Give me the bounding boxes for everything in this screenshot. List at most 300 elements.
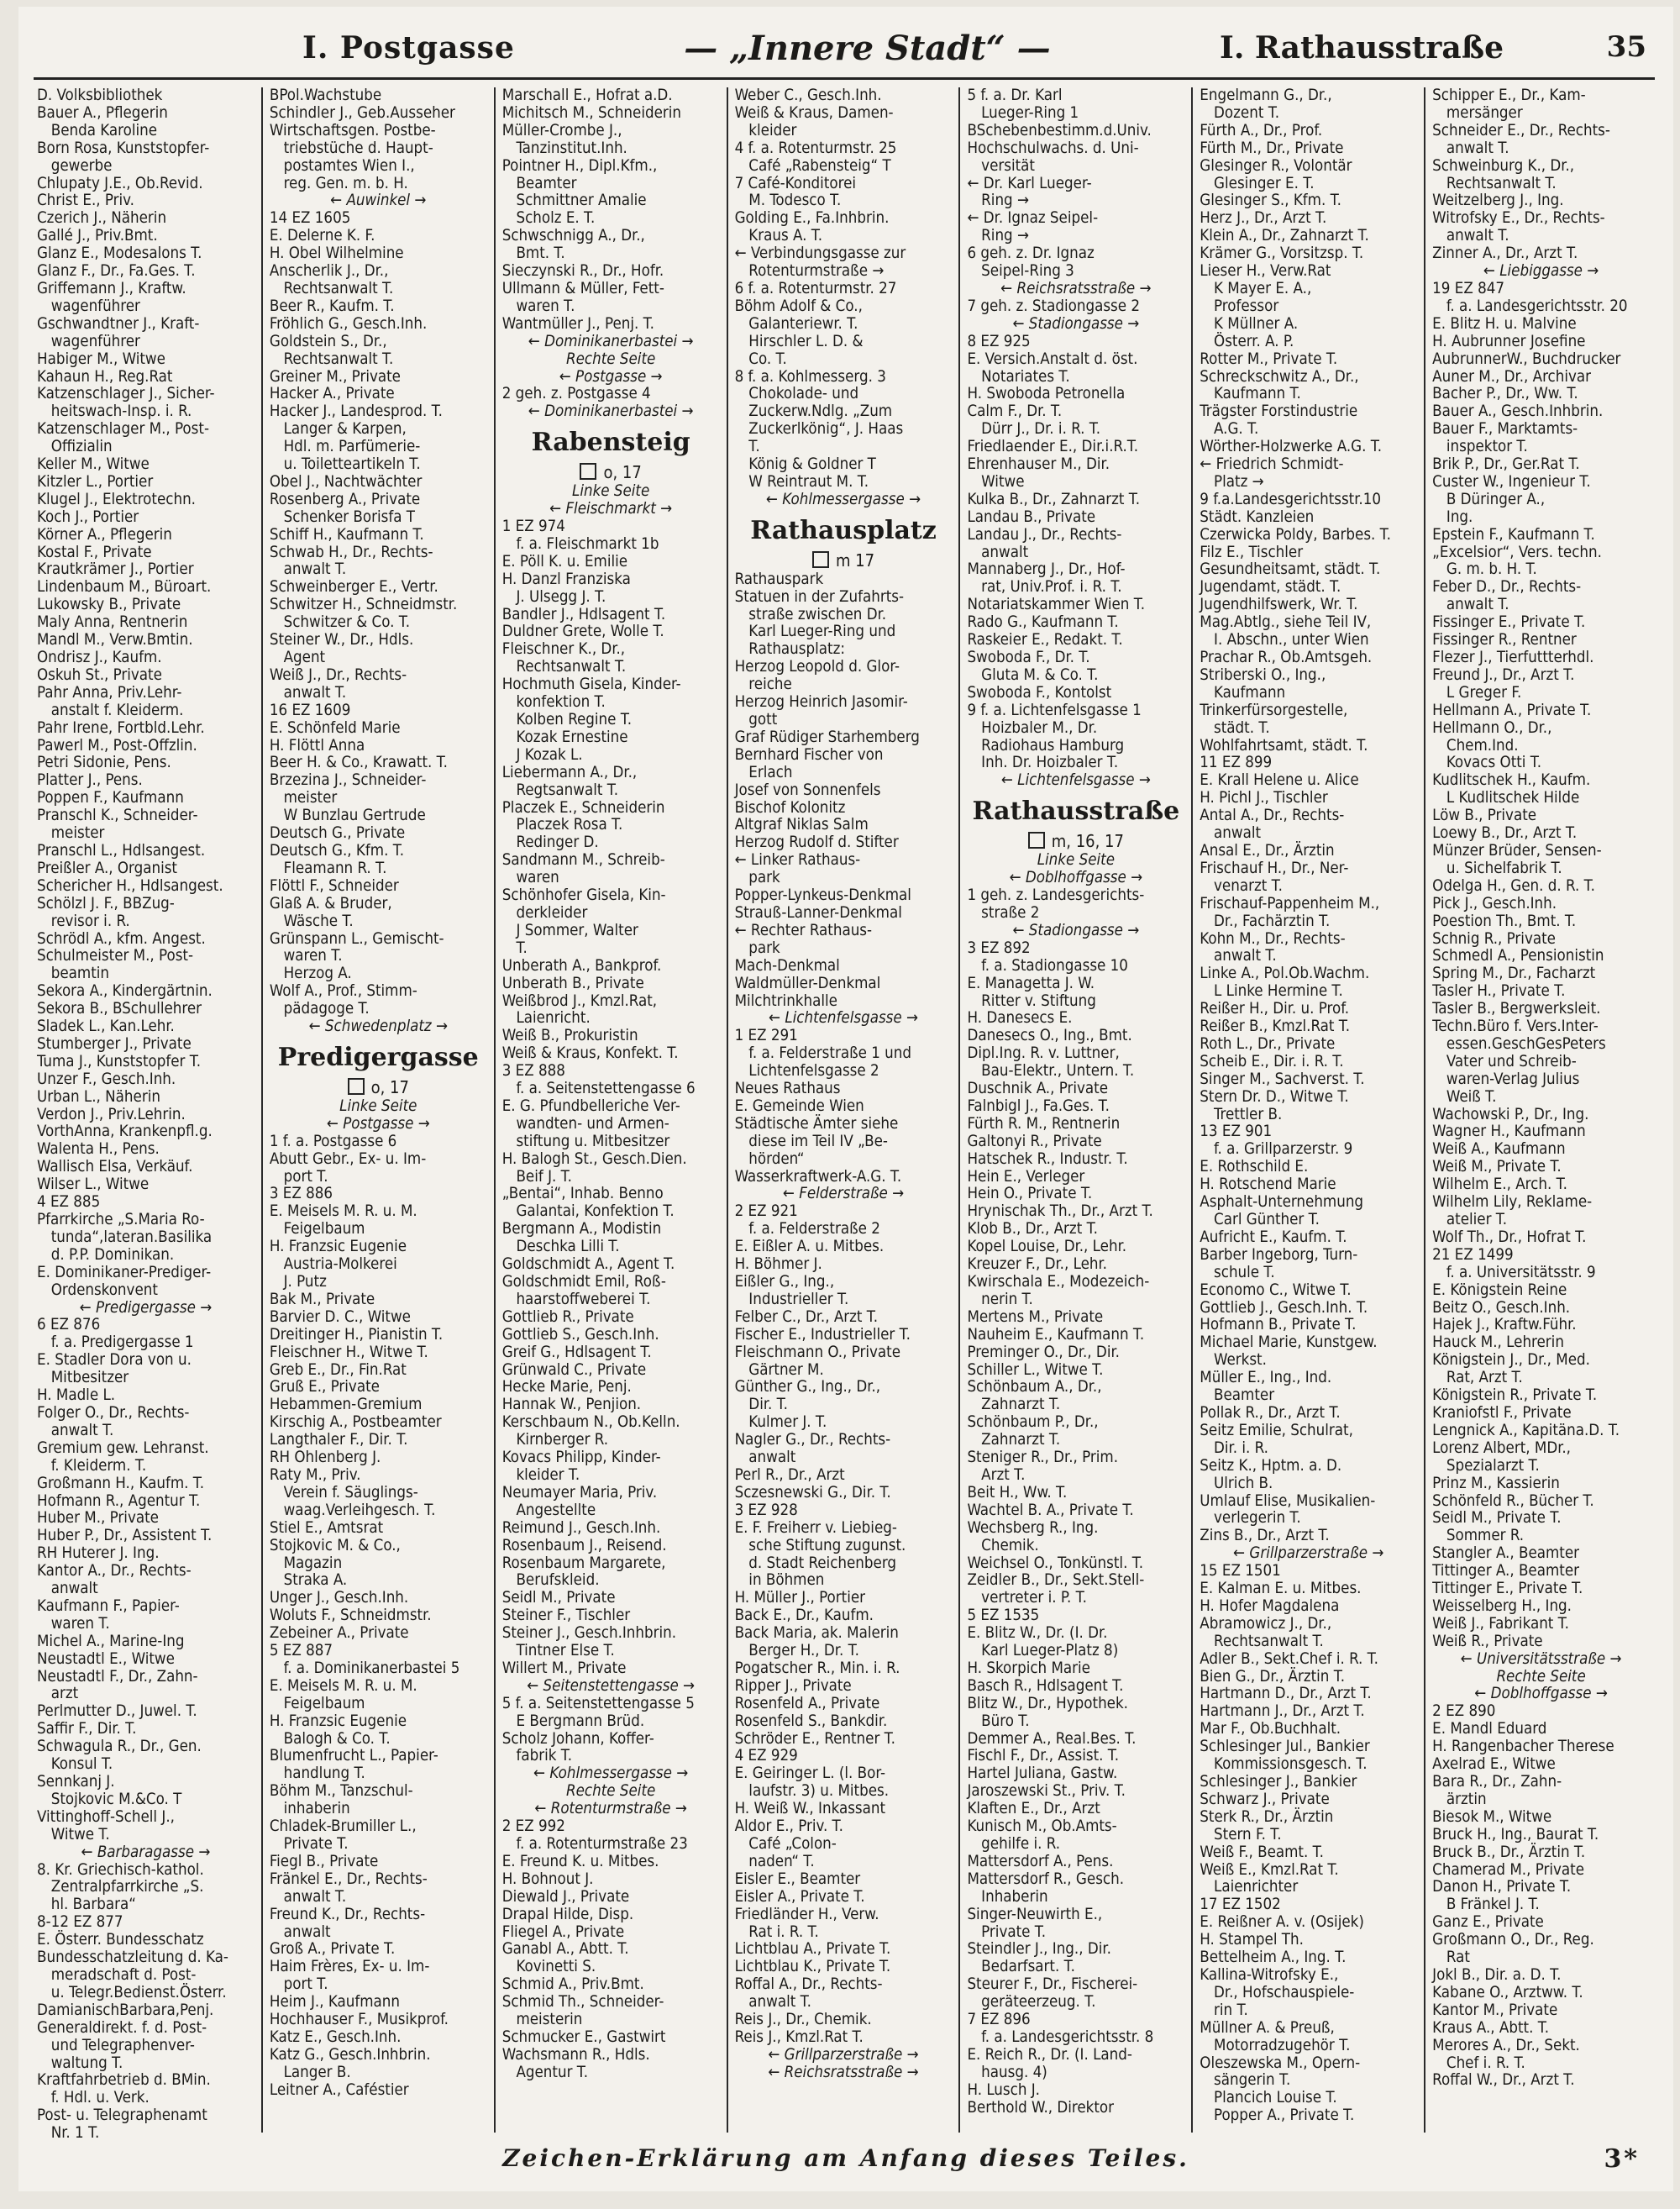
directory-entry: Trettler B. — [1200, 1105, 1283, 1123]
directory-entry: Deutsch G., Kfm. T. — [269, 841, 405, 860]
directory-entry: Linke A., Pol.Ob.Wachm. — [1200, 965, 1370, 983]
directory-entry: 19 EZ 847 — [1432, 279, 1505, 297]
directory-entry: waltung T. — [37, 2054, 123, 2072]
directory-entry: Schreckschwitz A., Dr., — [1200, 367, 1359, 386]
directory-entry: J. Putz — [269, 1273, 327, 1291]
directory-entry: Scheib E., Dir. i. R. T. — [1200, 1052, 1344, 1070]
directory-entry: Bergmann A., Modistin — [501, 1220, 662, 1239]
directory-entry: Nr. 1 T. — [37, 2124, 100, 2143]
directory-entry: Lukowsky B., Private — [37, 596, 181, 614]
directory-entry: Café „Colon- — [734, 1835, 837, 1853]
district-box-icon — [1028, 832, 1045, 849]
directory-entry: Fürth M., Dr., Private — [1200, 139, 1344, 157]
directory-entry: Reis J., Kmzl.Rat T. — [734, 2028, 864, 2046]
directory-entry: M. Todesco T. — [734, 192, 842, 210]
directory-entry: Kantor A., Dr., Rechts- — [37, 1562, 192, 1580]
directory-entry: „Excelsior“, Vers. techn. — [1432, 543, 1602, 561]
cross-street: ← Lichtenfelsgasse → — [1000, 771, 1151, 790]
directory-entry: f. a. Rotenturmstraße 23 — [501, 1835, 688, 1853]
directory-entry: Fischer E., Industrieller T. — [734, 1325, 911, 1344]
directory-entry: verlegerin T. — [1200, 1509, 1301, 1528]
directory-entry: Mattersdorf A., Pens. — [967, 1852, 1114, 1870]
directory-entry: f. Hdl. u. Verk. — [37, 2089, 150, 2107]
directory-entry: 15 EZ 1501 — [1200, 1562, 1281, 1580]
directory-entry: Schönfeld R., Bücher T. — [1432, 1491, 1594, 1510]
directory-entry: E. Delerne K. F. — [269, 227, 375, 245]
directory-entry: park — [734, 869, 780, 887]
directory-entry: wagenführer — [37, 297, 140, 315]
directory-entry: E. Mandl Eduard — [1432, 1720, 1547, 1738]
directory-entry: Aldor E., Priv. T. — [734, 1817, 843, 1836]
directory-entry: Dr., Fachärztin T. — [1200, 912, 1331, 930]
directory-entry: Brzezina J., Schneider- — [269, 771, 427, 790]
directory-entry: Großmann H., Kaufm. T. — [37, 1474, 205, 1492]
directory-entry: anstalt f. Kleiderm. — [37, 701, 184, 719]
directory-entry: Schiff H., Kaufmann T. — [269, 525, 424, 544]
directory-entry: Schenker Borisfa T — [269, 508, 416, 526]
directory-entry: Beamter — [1200, 1386, 1275, 1405]
district-code: o, 17 — [270, 1076, 487, 1098]
directory-entry: hörden“ — [734, 1149, 805, 1168]
district-box-icon — [812, 551, 829, 568]
directory-entry: Heim J., Kaufmann — [269, 1993, 400, 2012]
directory-entry: Weichsel O., Tonkünstl. T. — [967, 1554, 1144, 1572]
directory-entry: Adler B., Sekt.Chef i. R. T. — [1200, 1649, 1378, 1668]
directory-entry: Herzog Heinrich Jasomir- — [734, 693, 908, 712]
directory-entry: Beer H. & Co., Krawatt. T. — [269, 754, 448, 772]
directory-entry: Gottlieb R., Private — [501, 1307, 634, 1326]
directory-entry: 2 EZ 921 — [734, 1202, 798, 1221]
directory-entry: Huber M., Private — [37, 1509, 159, 1528]
directory-entry: Milchtrinkhalle — [734, 991, 837, 1010]
directory-entry: f. a. Stadiongasse 10 — [967, 956, 1128, 975]
directory-entry: Rosenbaum Margarete, — [501, 1554, 666, 1572]
directory-entry: venarzt T. — [1200, 876, 1283, 895]
directory-entry: Hannak W., Penjion. — [501, 1396, 642, 1414]
directory-entry: „Bentai“, Inhab. Benno — [501, 1185, 664, 1203]
directory-entry: Popper-Lynkeus-Denkmal — [734, 886, 911, 905]
directory-entry: Ganabl A., Abtt. T. — [501, 1940, 629, 1959]
directory-entry: Sommer R. — [1432, 1527, 1525, 1545]
directory-entry: 1 f. a. Postgasse 6 — [269, 1132, 397, 1150]
directory-entry: in Böhmen — [734, 1571, 825, 1590]
directory-entry: Schlesinger Jul., Bankier — [1200, 1738, 1370, 1756]
directory-entry: Rechtsanwalt T. — [1432, 174, 1557, 192]
directory-entry: Auner M., Dr., Archivar — [1432, 367, 1592, 386]
directory-entry: meister — [37, 824, 105, 843]
directory-entry: Gruß E., Private — [269, 1378, 380, 1396]
directory-entry: Rado G., Kaufmann T. — [967, 613, 1119, 632]
directory-entry: Kaufmann F., Papier- — [37, 1596, 180, 1615]
directory-entry: Ripper J., Private — [734, 1676, 852, 1695]
directory-entry: Berger H., Dr. T. — [734, 1642, 859, 1660]
directory-entry: Axelrad E., Witwe — [1432, 1755, 1556, 1774]
directory-entry: Krämer G., Vorsitzsp. T. — [1200, 245, 1364, 263]
directory-entry: Placzek Rosa T. — [501, 816, 623, 834]
directory-entry: Preminger O., Dr., Dir. — [967, 1343, 1120, 1361]
directory-entry: Hacker J., Landesprod. T. — [269, 402, 443, 421]
directory-entry: f. a. Landesgerichtsstr. 8 — [967, 2028, 1154, 2046]
directory-entry: Hartmann J., Dr., Arzt T. — [1200, 1702, 1365, 1721]
directory-entry: Bak M., Private — [269, 1290, 375, 1308]
directory-entry: f. a. Universitätsstr. 9 — [1432, 1263, 1596, 1281]
directory-entry: Steniger R., Dr., Prim. — [967, 1449, 1119, 1467]
directory-entry: Kaufmann T. — [1200, 385, 1301, 403]
directory-entry: Galanteriewr. T. — [734, 314, 858, 333]
directory-entry: H. Müller J., Portier — [734, 1589, 866, 1607]
directory-entry: Walenta H., Pens. — [37, 1140, 160, 1159]
directory-page — [18, 7, 1673, 2191]
directory-entry: H. Franzsic Eugenie — [269, 1238, 407, 1256]
directory-entry: Karl Lueger-Platz 8) — [967, 1642, 1119, 1660]
directory-entry: Stern F. T. — [1200, 1825, 1282, 1843]
directory-entry: Ulrich B. — [1200, 1474, 1273, 1492]
directory-entry: Rotenturmstraße → — [734, 262, 885, 281]
directory-entry: Bauer F., Marktamts- — [1432, 420, 1578, 439]
footer-legend-note: Zeichen-Erklärung am Anfang dieses Teiles. — [502, 2144, 1189, 2172]
directory-entry: Danesecs O., Ing., Bmt. — [967, 1027, 1132, 1045]
directory-entry: Hacker A., Private — [269, 385, 395, 403]
directory-entry: handlung T. — [269, 1765, 365, 1783]
directory-entry: Lueger-Ring 1 — [967, 103, 1079, 122]
directory-entry: Mar F., Ob.Buchhalt. — [1200, 1720, 1341, 1738]
directory-entry: Grünspann L., Gemischt- — [269, 929, 444, 948]
directory-entry: Inh. Dr. Hoizbaler T. — [967, 754, 1119, 772]
directory-entry: J Kozak L. — [501, 745, 583, 764]
directory-entry: Erlach — [734, 763, 793, 781]
directory-entry: Steurer F., Dr., Fischerei- — [967, 1975, 1138, 1994]
directory-entry: Laienricht. — [501, 1009, 591, 1028]
cross-street: Rechte Seite — [1496, 1667, 1586, 1686]
directory-entry: H. Pichl J., Tischler — [1200, 789, 1328, 807]
directory-entry: Landau J., Dr., Rechts- — [967, 525, 1122, 544]
directory-entry: Barvier D. C., Witwe — [269, 1307, 411, 1326]
directory-entry: Rechtsanwalt T. — [269, 279, 394, 297]
directory-entry: Merores A., Dr., Sekt. — [1432, 2036, 1580, 2054]
directory-entry: Beitz O., Gesch.Inh. — [1432, 1298, 1571, 1317]
directory-entry: Pogatscher R., Min. i. R. — [734, 1659, 900, 1677]
directory-entry: Schwitzer H., Schneidmstr. — [269, 596, 458, 614]
directory-entry: Herzog Leopold d. Glor- — [734, 658, 900, 676]
directory-entry: park — [734, 939, 780, 957]
directory-entry: Klaften E., Dr., Arzt — [967, 1800, 1100, 1818]
directory-entry: Wolf Th., Dr., Hofrat T. — [1432, 1228, 1587, 1246]
directory-entry: atelier T. — [1432, 1211, 1508, 1228]
directory-entry: Bandler J., Hdlsagent T. — [501, 605, 666, 623]
directory-entry: Hein O., Private T. — [967, 1185, 1093, 1203]
directory-entry: Mattersdorf R., Gesch. — [967, 1870, 1125, 1888]
directory-entry: Schwagula R., Dr., Gen. — [37, 1738, 202, 1756]
directory-entry: u. Telegr.Bedienst.Österr. — [37, 1983, 227, 2001]
directory-entry: Generaldirekt. f. d. Post- — [37, 2018, 207, 2037]
directory-entry: E. Krall Helene u. Alice — [1200, 771, 1359, 790]
directory-entry: Kovinetti S. — [501, 1958, 596, 1976]
directory-entry: Balogh & Co. T. — [269, 1729, 391, 1748]
directory-entry: diese im Teil IV „Be- — [734, 1132, 888, 1150]
directory-entry: 3 EZ 892 — [967, 939, 1031, 957]
directory-entry: Kallina-Witrofsky E., — [1200, 1965, 1339, 1984]
directory-entry: sängerin T. — [1200, 2071, 1291, 2090]
directory-entry: BSchebenbestimm.d.Univ. — [967, 121, 1152, 139]
directory-entry: I. Abschn., unter Wien — [1200, 631, 1369, 650]
directory-entry: Lichtenfelsgasse 2 — [734, 1062, 879, 1081]
directory-entry: Raskeier E., Redakt. T. — [967, 631, 1123, 650]
directory-entry: Weißbrod J., Kmzl.Rat, — [501, 991, 658, 1010]
directory-entry: Kostal F., Private — [37, 543, 152, 561]
directory-entry: Kovacs Otti T. — [1432, 754, 1542, 772]
directory-entry: Gremium gew. Lehranst. — [37, 1438, 209, 1457]
directory-entry: Fleamann R. T. — [269, 859, 387, 877]
directory-entry: Lichtblau A., Private T. — [734, 1940, 891, 1959]
directory-entry: Spezialarzt T. — [1432, 1456, 1540, 1475]
directory-entry: Goldschmidt A., Agent T. — [501, 1255, 675, 1274]
directory-entry: Hauck M., Lehrerin — [1432, 1333, 1564, 1352]
directory-entry: revisor i. R. — [37, 912, 130, 930]
district-box-icon — [348, 1078, 365, 1095]
directory-entry: Magazin — [269, 1554, 343, 1572]
directory-entry: 13 EZ 901 — [1200, 1123, 1273, 1141]
directory-entry: reg. Gen. m. b. H. — [269, 174, 408, 192]
directory-entry: 5 EZ 1535 — [967, 1607, 1040, 1625]
directory-entry: Sladek L., Kan.Lehr. — [37, 1018, 175, 1036]
directory-entry: Gottlieb S., Gesch.Inh. — [501, 1325, 659, 1344]
directory-entry: anwalt — [269, 1922, 331, 1941]
directory-entry: rin T. — [1200, 2001, 1248, 2019]
directory-entry: Folger O., Dr., Rechts- — [37, 1403, 190, 1422]
directory-entry: heitswach-Insp. i. R. — [37, 402, 192, 421]
directory-entry: d. Stadt Reichenberg — [734, 1554, 896, 1572]
directory-entry: Dreitinger H., Pianistin T. — [269, 1325, 444, 1344]
directory-entry: Karl Lueger-Ring und — [734, 623, 896, 641]
directory-entry: Schmedl A., Pensionistin — [1432, 947, 1604, 965]
directory-entry: Werkst. — [1200, 1351, 1267, 1370]
directory-entry: Schölzl J. F., BBZug- — [37, 894, 175, 913]
directory-entry: Czerich J., Näherin — [37, 209, 167, 228]
directory-entry: Scholz E. T. — [501, 209, 596, 228]
directory-entry: anwalt T. — [269, 1887, 347, 1906]
directory-entry: versität — [967, 156, 1035, 175]
directory-entry: 8 f. a. Kohlmesserg. 3 — [734, 367, 886, 386]
directory-entry: Sieczynski R., Dr., Hofr. — [501, 262, 664, 281]
directory-entry: E. Managetta J. W. — [967, 974, 1095, 992]
directory-entry: Umlauf Elise, Musikalien- — [1200, 1491, 1376, 1510]
directory-entry: beamtin — [37, 965, 110, 983]
directory-entry: Galantai, Konfektion T. — [501, 1202, 675, 1221]
directory-entry: vertreter i. P. T. — [967, 1589, 1087, 1607]
directory-entry: port T. — [269, 1975, 328, 1994]
directory-entry: Fürth A., Dr., Prof. — [1200, 121, 1323, 139]
directory-entry: Seidl M., Private — [501, 1589, 616, 1607]
directory-entry: Private T. — [967, 1922, 1047, 1941]
directory-entry: arzt — [37, 1685, 79, 1703]
directory-entry: Bauer A., Gesch.Inhbrin. — [1432, 402, 1604, 421]
directory-entry: Sterk R., Dr., Ärztin — [1200, 1807, 1334, 1826]
directory-entry: Rosenbaum J., Reisend. — [501, 1536, 667, 1554]
directory-entry: anwalt T. — [269, 560, 347, 579]
directory-entry: Feigelbaum — [269, 1694, 365, 1712]
directory-entry: anwalt — [734, 1449, 796, 1467]
directory-entry: straße zwischen Dr. — [734, 605, 887, 623]
directory-entry: waren T. — [501, 297, 575, 315]
directory-entry: Lorenz Albert, MDr., — [1432, 1438, 1571, 1457]
directory-entry: Angestellte — [501, 1501, 596, 1519]
directory-entry: Konsul T. — [37, 1755, 113, 1774]
directory-entry: Wagner H., Kaufmann — [1432, 1123, 1586, 1141]
directory-entry: Goldstein S., Dr., — [269, 332, 387, 350]
directory-entry: H. Madle L. — [37, 1386, 116, 1405]
district-code: o, 17 — [502, 461, 720, 483]
directory-entry: Glesinger R., Volontär — [1200, 156, 1352, 175]
directory-entry: waag.Verleihgesch. T. — [269, 1501, 436, 1519]
directory-entry: postamtes Wien I., — [269, 156, 415, 175]
directory-entry: Schweinberger E., Vertr. — [269, 578, 438, 597]
cross-street: ← Predigergasse → — [79, 1298, 213, 1317]
directory-entry: Petri Sidonie, Pens. — [37, 754, 171, 772]
directory-entry: Nagler G., Dr., Rechts- — [734, 1431, 891, 1449]
cross-street: ← Rotenturmstraße → — [534, 1800, 687, 1818]
directory-entry: Ring → — [967, 192, 1029, 210]
directory-entry: H. Danesecs E. — [967, 1009, 1073, 1028]
directory-entry: E. Gemeinde Wien — [734, 1097, 864, 1115]
directory-entry: Glaß A. & Bruder, — [269, 894, 392, 913]
directory-entry: Co. T. — [734, 350, 787, 368]
directory-entry: Fleischner K., Dr., — [501, 640, 626, 659]
directory-entry: Glesinger S., Kfm. T. — [1200, 192, 1341, 210]
directory-entry: Vater und Schreib- — [1432, 1052, 1577, 1070]
directory-entry: Fiegl B., Private — [269, 1852, 379, 1870]
directory-entry: Oleszewska M., Opern- — [1200, 2054, 1361, 2072]
cross-street: ← Postgasse → — [559, 367, 663, 386]
directory-entry: J Sommer, Walter — [501, 921, 638, 939]
directory-entry: Tittinger E., Private T. — [1432, 1580, 1583, 1598]
directory-entry: Anscherlik J., Dr., — [269, 262, 389, 281]
page-footer — [18, 2144, 1673, 2178]
directory-entry: Stern Dr. D., Witwe T. — [1200, 1087, 1349, 1106]
directory-entry: H. Lusch J. — [967, 2080, 1040, 2099]
directory-entry: W Bunzlau Gertrude — [269, 807, 426, 825]
directory-entry: H. Swoboda Petronella — [967, 385, 1126, 403]
directory-entry: ← Linker Rathaus- — [734, 851, 861, 870]
directory-entry: Steindler J., Ing., Dir. — [967, 1940, 1111, 1959]
directory-entry: K Müllner A. — [1200, 314, 1299, 333]
directory-entry: 2 EZ 890 — [1432, 1702, 1496, 1721]
directory-entry: Zins B., Dr., Arzt T. — [1200, 1527, 1330, 1545]
cross-street: Linke Seite — [1037, 851, 1115, 870]
directory-entry: 16 EZ 1609 — [269, 701, 351, 719]
directory-entry: Müller-Crombe J., — [501, 121, 622, 139]
directory-entry: 9 f. a. Lichtenfelsgasse 1 — [967, 701, 1142, 719]
directory-entry: Prinz M., Kassierin — [1432, 1474, 1560, 1492]
directory-entry: Herzog A. — [269, 965, 352, 983]
directory-entry: Chokolade- und — [734, 385, 859, 403]
directory-entry: Back E., Dr., Kaufm. — [734, 1607, 874, 1625]
directory-entry: Katz E., Gesch.Inh. — [269, 2028, 402, 2046]
directory-entry: Mandl M., Verw.Bmtin. — [37, 631, 193, 650]
directory-entry: Neustadtl E., Witwe — [37, 1649, 175, 1668]
directory-entry: Wörther-Holzwerke A.G. T. — [1200, 438, 1383, 456]
directory-entry: Chladek-Brumiller L., — [269, 1817, 417, 1836]
directory-entry: Friedlaender E., Dir.i.R.T. — [967, 438, 1139, 456]
directory-entry: Rechtsanwalt T. — [501, 658, 627, 676]
directory-entry: Wohlfahrtsamt, städt. T. — [1200, 736, 1368, 755]
directory-entry: E. Dominikaner-Prediger- — [37, 1263, 212, 1281]
directory-entry: 4 EZ 929 — [734, 1747, 798, 1765]
directory-entry: Michitsch M., Schneiderin — [501, 103, 682, 122]
directory-entry: Schrödl A., kfm. Angest. — [37, 929, 206, 948]
directory-entry: E. Stadler Dora von u. — [37, 1351, 192, 1370]
directory-entry: Hdl. m. Parfümerie- — [269, 438, 421, 456]
directory-entry: Wachsmann R., Hdls. — [501, 2045, 650, 2064]
directory-entry: Ondrisz J., Kaufm. — [37, 649, 162, 666]
directory-entry: Gallé J., Priv.Bmt. — [37, 227, 158, 245]
directory-entry: Christ E., Priv. — [37, 192, 134, 210]
directory-entry: Poestion Th., Bmt. T. — [1432, 912, 1577, 930]
directory-entry: Reißer H., Dir. u. Prof. — [1200, 1000, 1350, 1018]
directory-entry: Stiel E., Amtsrat — [269, 1518, 384, 1537]
directory-entry: Jugendhilfswerk, Wr. T. — [1200, 596, 1358, 614]
directory-entry: Lengnick A., Kapitäna.D. T. — [1432, 1421, 1620, 1439]
directory-entry: E. Schönfeld Marie — [269, 718, 401, 737]
directory-entry: Kopel Louise, Dr., Lehr. — [967, 1238, 1127, 1256]
directory-entry: Fleischner H., Witwe T. — [269, 1343, 428, 1361]
directory-entry: E. Pöll K. u. Emilie — [501, 552, 628, 571]
directory-entry: Stangler A., Beamter — [1432, 1544, 1580, 1563]
directory-entry: L Greger F. — [1432, 683, 1522, 702]
directory-entry: Kovacs Philipp, Kinder- — [501, 1449, 661, 1467]
directory-entry: Müller E., Ing., Ind. — [1200, 1369, 1332, 1387]
directory-entry: Bettelheim A., Ing. T. — [1200, 1949, 1347, 1967]
directory-entry: Rat, Arzt T. — [1432, 1369, 1523, 1387]
directory-entry: Lichtblau K., Private T. — [734, 1958, 891, 1976]
directory-entry: essen.GeschGesPeters — [1432, 1034, 1606, 1053]
directory-entry: Waldmüller-Denkmal — [734, 974, 881, 992]
directory-entry: f. a. Landesgerichtsstr. 20 — [1432, 297, 1628, 315]
directory-entry: 5 f. a. Seitenstettengasse 5 — [501, 1694, 695, 1712]
directory-entry: Kraftfahrbetrieb d. BMin. — [37, 2071, 211, 2090]
directory-entry: Popper A., Private T. — [1200, 2106, 1355, 2125]
directory-entry: Bauer A., Pflegerin — [37, 103, 168, 122]
directory-entry: inhaberin — [269, 1800, 350, 1818]
directory-entry: Mag.Abtlg., siehe Teil IV, — [1200, 613, 1372, 632]
directory-entry: Plancich Louise T. — [1200, 2089, 1337, 2107]
directory-entry: Altgraf Niklas Salm — [734, 816, 869, 834]
directory-entry: Fränkel E., Dr., Rechts- — [269, 1870, 428, 1888]
directory-entry: gott — [734, 711, 778, 728]
directory-entry: Rechtsanwalt T. — [269, 350, 394, 368]
directory-entry: meister — [269, 789, 338, 807]
directory-entry: 17 EZ 1502 — [1200, 1896, 1281, 1914]
cross-street: ← Fleischmarkt → — [549, 500, 673, 518]
directory-entry: Kulmer J. T. — [734, 1413, 827, 1432]
directory-entry: Café „Rabensteig“ T — [734, 156, 891, 175]
directory-entry: Sekora A., Kindergärtnin. — [37, 982, 213, 1001]
directory-entry: Friedländer H., Verw. — [734, 1905, 879, 1923]
directory-entry: VorthAnna, Krankenpfl.g. — [37, 1123, 213, 1141]
directory-entry: Gottlieb J., Gesch.Inh. T. — [1200, 1298, 1368, 1317]
directory-entry: gewerbe — [37, 156, 113, 175]
directory-entry: Rechtsanwalt T. — [1200, 1632, 1324, 1650]
directory-entry: Kraniofstl F., Private — [1432, 1403, 1572, 1422]
directory-entry: Hein E., Verleger — [967, 1167, 1085, 1186]
directory-entry: Zuckerw.Ndlg. „Zum — [734, 402, 893, 421]
directory-entry: Bruck H., Ing., Baurat T. — [1432, 1825, 1599, 1843]
directory-entry: Kraus A., Abtt. T. — [1432, 2018, 1550, 2037]
directory-entry: kleider — [734, 121, 797, 139]
page-number: 35 — [1606, 30, 1646, 64]
directory-entry: Custer W., Ingenieur T. — [1432, 472, 1591, 491]
directory-entry: Seipel-Ring 3 — [967, 262, 1074, 281]
directory-entry: anwalt T. — [1432, 227, 1509, 245]
